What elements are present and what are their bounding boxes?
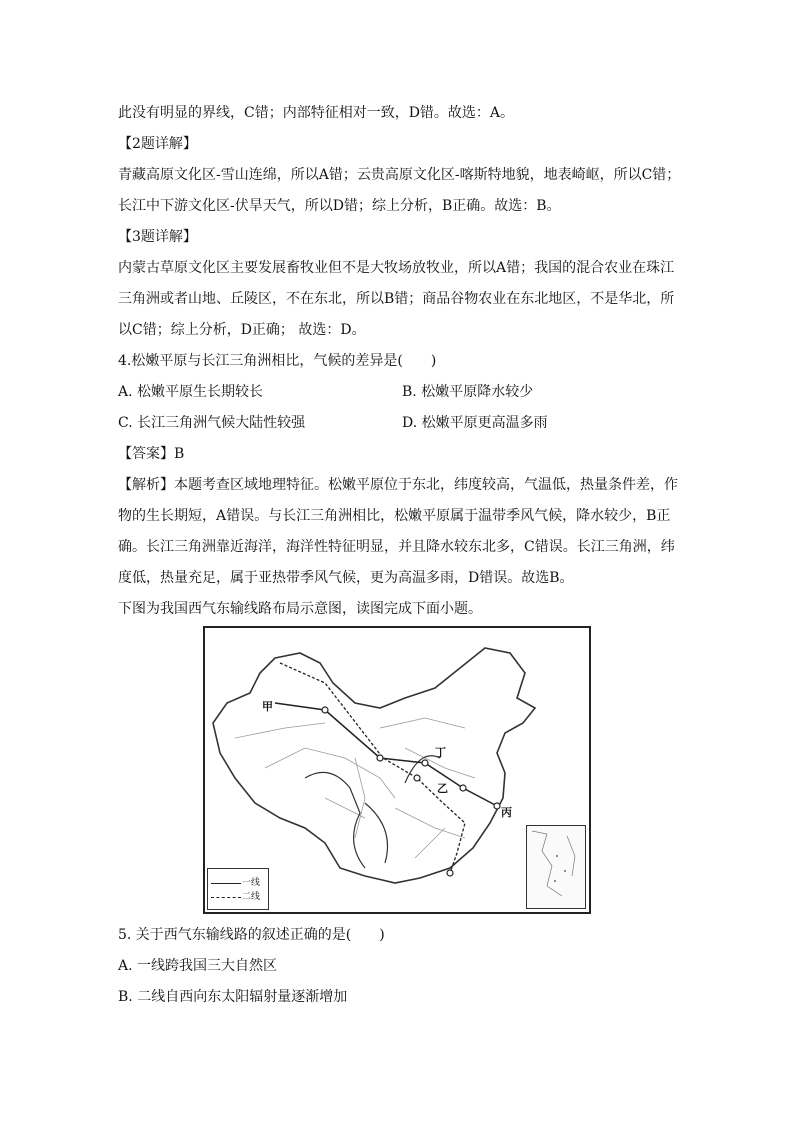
map-label-yi: 乙 xyxy=(437,782,448,795)
legend-line-solid xyxy=(211,883,241,884)
analysis-line-2: 物的生长期短，A错误。与长江三角洲相比，松嫩平原属于温带季风气候，降水较少，B正 xyxy=(118,508,671,524)
inset-outline xyxy=(527,826,583,906)
q4-option-b: B. 松嫩平原降水较少 xyxy=(402,384,534,400)
analysis-line-4: 度低，热量充足，属于亚热带季风气候，更为高温多雨，D错误。故选B。 xyxy=(118,570,574,586)
legend-label-line2: 二线 xyxy=(242,892,261,902)
q4-option-d: D. 松嫩平原更高温多雨 xyxy=(402,415,548,431)
map-legend xyxy=(207,868,269,910)
q4-option-c: C. 长江三角洲气候大陆性较强 xyxy=(118,415,306,431)
analysis-line-1: 【解析】本题考查区域地理特征。松嫩平原位于东北，纬度较高，气温低，热量条件差，作 xyxy=(118,477,678,493)
legend-line-dashed xyxy=(211,897,241,898)
section-heading-q3: 【3题详解】 xyxy=(118,229,197,245)
map-label-bing: 丙 xyxy=(501,806,512,819)
legend-label-line1: 一线 xyxy=(242,878,261,888)
text-line-7: 三角洲或者山地、丘陵区，不在东北，所以B错；商品谷物农业在东北地区，不是华北，所 xyxy=(118,291,675,307)
section-heading-q2: 【2题详解】 xyxy=(118,136,197,152)
analysis-line-3: 确。长江三角洲靠近海洋，海洋性特征明显，并且降水较东北多，C错误。长江三角洲，纬 xyxy=(118,539,675,555)
text-line-6: 内蒙古草原文化区主要发展畜牧业但不是大牧场放牧业，所以A错；我国的混合农业在珠江 xyxy=(118,260,675,276)
question-4: 4.松嫩平原与长江三角洲相比，气候的差异是( ) xyxy=(118,353,437,369)
map-label-ding: 丁 xyxy=(435,746,446,759)
q4-option-a: A. 松嫩平原生长期较长 xyxy=(118,384,264,400)
map-intro: 下图为我国西气东输线路布局示意图，读图完成下面小题。 xyxy=(118,601,482,617)
answer-line: 【答案】B xyxy=(118,446,185,462)
pipeline-map xyxy=(203,626,591,914)
question-5: 5. 关于西气东输线路的叙述正确的是( ) xyxy=(118,927,385,943)
text-line-1: 此没有明显的界线，C错；内部特征相对一致，D错。故选：A。 xyxy=(118,105,515,121)
q5-option-a: A. 一线跨我国三大自然区 xyxy=(118,958,278,974)
q5-option-b: B. 二线自西向东太阳辐射量逐渐增加 xyxy=(118,989,348,1005)
text-line-3: 青藏高原文化区-雪山连绵，所以A错；云贵高原文化区-喀斯特地貌，地表崎岖，所以C错； xyxy=(118,167,681,183)
text-line-4: 长江中下游文化区-伏旱天气，所以D错；综上分析，B正确。故选：B。 xyxy=(118,198,561,214)
map-label-jia: 甲 xyxy=(262,700,273,713)
text-line-8: 以C错；综上分析，D正确； 故选：D。 xyxy=(118,322,366,338)
south-china-sea-inset xyxy=(526,825,586,909)
